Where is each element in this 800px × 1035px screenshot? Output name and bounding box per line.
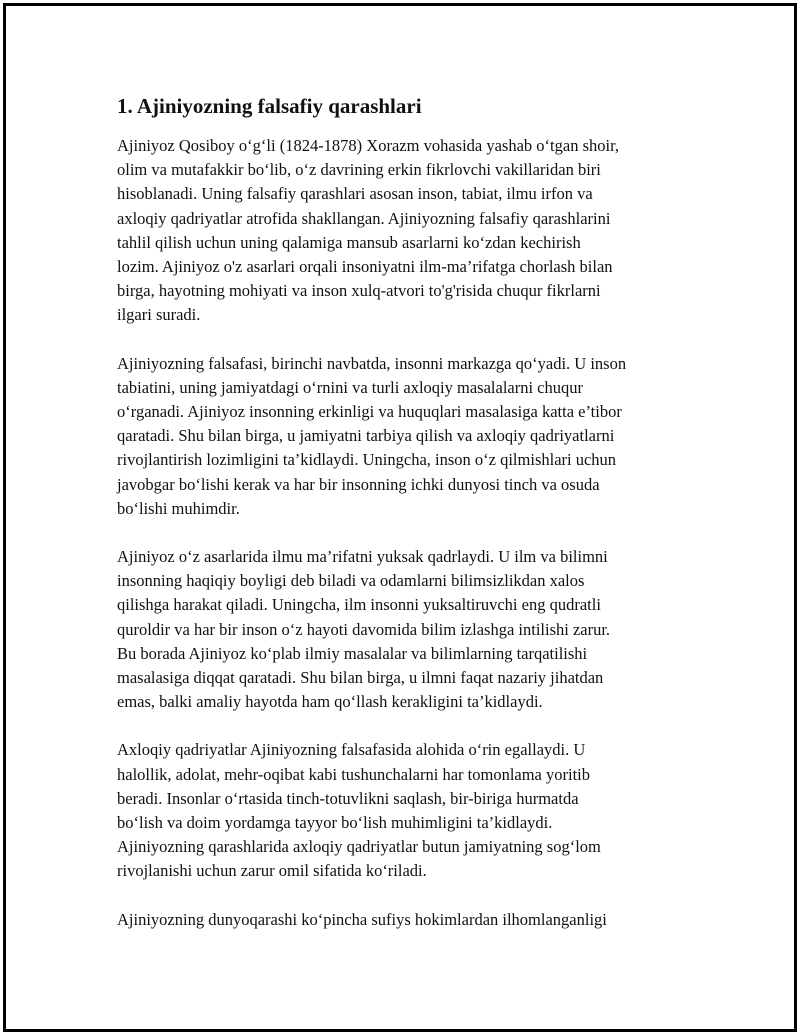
text-line: tabiatini, uning jamiyatdagi o‘rnini va turli axloqiy masalalarni chuqur [117, 377, 584, 397]
text-line: ilgari suradi. [117, 305, 201, 325]
text-line: Axloqiy qadriyatlar Ajiniyozning falsafasida alohida o‘rin egallaydi. U [117, 740, 586, 760]
text-line: rivojlanishi uchun zarur omil sifatida ko‘riladi. [117, 861, 427, 881]
text-line: axloqiy qadriyatlar atrofida shakllangan. Ajiniyozning falsafiy qarashlarini [117, 208, 611, 228]
text-line: rivojlantirish lozimligini ta’kidlaydi. Uningcha, inson o‘z qilmishlari uchun [117, 450, 617, 470]
text-line: insonning haqiqiy boyligi deb biladi va odamlarni bilimsizlikdan xalos [117, 571, 585, 591]
text-line: qaratadi. Shu bilan birga, u jamiyatni tarbiya qilish va axloqiy qadriyatlarni [117, 426, 615, 446]
section-heading: 1. Ajiniyozning falsafiy qarashlari [117, 94, 422, 118]
text-line: emas, balki amaliy hayotda ham qo‘llash kerakligini ta’kidlaydi. [117, 692, 543, 712]
text-line: masalasiga diqqat qaratadi. Shu bilan birga, u ilmni faqat nazariy jihatdan [117, 668, 604, 688]
text-line: javobgar bo‘lishi kerak va har bir insonning ichki dunyosi tinch va osuda [117, 474, 600, 494]
text-line: bo‘lishi muhimdir. [117, 498, 240, 518]
text-line: lozim. Ajiniyoz o'z asarlari orqali insoniyatni ilm-ma’rifatga chorlash bilan [117, 257, 613, 277]
paragraph [117, 134, 697, 328]
text-line: Ajiniyozning falsafasi, birinchi navbatda, insonni markazga qo‘yadi. U inson [117, 353, 627, 373]
text-line: birga, hayotning mohiyati va inson xulq-atvori to'g'risida chuqur fikrlarni [117, 281, 601, 301]
text-line: halollik, adolat, mehr-oqibat kabi tushunchalarni har tomonlama yoritib [117, 764, 591, 784]
text-line: Ajiniyoz o‘z asarlarida ilmu ma’rifatni yuksak qadrlaydi. U ilm va bilimni [117, 547, 608, 567]
text-line: Ajiniyoz Qosiboy o‘g‘li (1824-1878) Xorazm vohasida yashab o‘tgan shoir, [117, 136, 620, 155]
text-line: hisoblanadi. Uning falsafiy qarashlari asosan inson, tabiat, ilmu irfon va [117, 184, 593, 204]
text-line: bo‘lish va doim yordamga tayyor bo‘lish muhimligini ta’kidlaydi. [117, 813, 553, 833]
text-line: Ajiniyozning qarashlarida axloqiy qadriyatlar butun jamiyatning sog‘lom [117, 837, 601, 857]
text-line: o‘rganadi. Ajiniyoz insonning erkinligi va huquqlari masalasiga katta e’tibor [117, 402, 622, 422]
text-line: Ajiniyozning dunyoqarashi ko‘pincha sufiys hokimlardan ilhomlanganligi [117, 909, 607, 929]
text-line: tahlil qilish uchun uning qalamiga mansub asarlarni ko‘zdan kechirish [117, 232, 581, 252]
document-body [117, 92, 697, 956]
text-line: olim va mutafakkir bo‘lib, o‘z davrining erkin fikrlovchi vakillaridan biri [117, 160, 601, 180]
paragraph [117, 352, 697, 521]
text-line: qilishga harakat qiladi. Uningcha, ilm insonni yuksaltiruvchi eng qudratli [117, 595, 601, 615]
paragraph [117, 908, 697, 932]
paragraph [117, 545, 697, 714]
text-line: quroldir va har bir inson o‘z hayoti davomida bilim izlashga intilishi zarur. [117, 619, 611, 639]
text-line: Bu borada Ajiniyoz ko‘plab ilmiy masalalar va bilimlarning tarqatilishi [117, 643, 588, 663]
text-line: beradi. Insonlar o‘rtasida tinch-totuvlikni saqlash, bir-biriga hurmatda [117, 788, 579, 808]
paragraph [117, 738, 697, 883]
